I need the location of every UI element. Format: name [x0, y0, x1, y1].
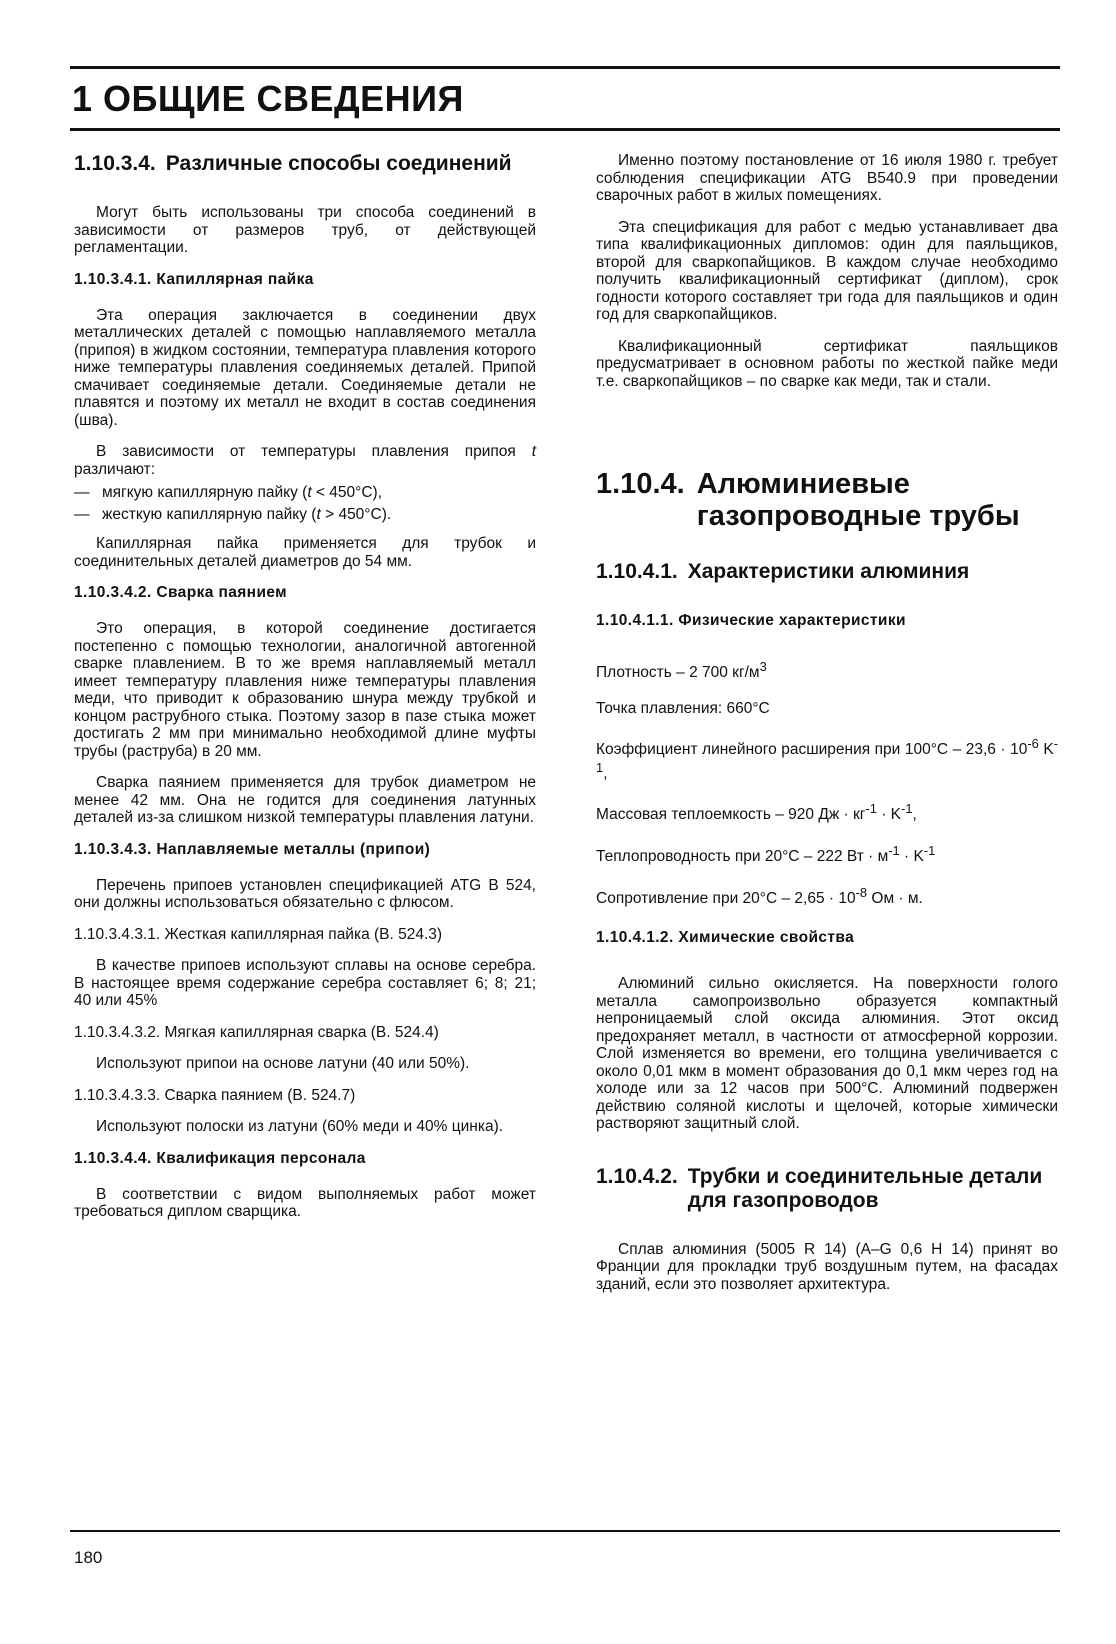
section-title: Различные способы соединений: [165, 152, 512, 175]
section-heading-1-10-4: [596, 468, 1058, 532]
paragraph: Алюминий сильно окисляется. На поверхности голого металла самопроизвольно образуется компактный непроницаемый слой оксида алюминия. Этот оксид предохраняет металл, в частности от атмосферной коррозии. Слой изменяется во времени, его толщина увеличивается с около 0,01 мкм в момент образования до 0,1 мкм через год на холоде или за 12 часов при 500°С. Алюминий подвержен действию соляной кислоты и щелочей, которые химически растворяют защитный слой.: [596, 975, 1058, 1133]
paragraph: Именно поэтому постановление от 16 июля 1980 г. требует соблюдения спецификации ATG B540.9 при проведении сварочных работ в жилых помещениях.: [596, 152, 1058, 204]
header-rule: [70, 128, 1060, 131]
paragraph: 1.10.3.4.3.2. Мягкая капиллярная сварка (B. 524.4): [74, 1023, 439, 1041]
top-rule: [70, 66, 1060, 69]
subsection-heading: 1.10.3.4.1. Капиллярная пайка: [74, 270, 314, 288]
left-column: [74, 152, 536, 1235]
subsection-heading: 1.10.4.1.2. Химические свойства: [596, 929, 855, 947]
section-number: 1.10.4.: [596, 468, 685, 500]
section-number: 1.10.3.4.: [74, 152, 156, 175]
subsection-heading: 1.10.3.4.4. Квалификация персонала: [74, 1149, 366, 1167]
paragraph: Квалификационный сертификат паяльщиков предусматривает в основном работы по жесткой пайке меди т.е. сваркопайщиков – по сварке как меди, так и стали.: [596, 337, 1058, 390]
subsection-heading: 1.10.4.1.1. Физические характеристики: [596, 612, 906, 629]
melting-point-line: Точка плавления: 660°С: [596, 699, 770, 717]
paragraph: В соответствии с видом выполняемых работ может требоваться диплом сварщика.: [74, 1185, 536, 1220]
list-item: — жесткую капиллярную пайку (t > 450°С).: [74, 505, 392, 523]
paragraph: Могут быть использованы три способа соединений в зависимости от размеров труб, от действующей регламентации.: [74, 204, 536, 256]
density-line: Плотность – 2 700 $кг/м^3$: [596, 659, 767, 682]
conductivity-line: Теплопроводность при 20°С – 222 Вт · $м^{-1} \cdot K^{-1}$: [596, 843, 936, 866]
list-item: — мягкую капиллярную пайку (t < 450°С),: [74, 484, 383, 501]
paragraph: Это операция, в которой соединение достигается постепенно с помощью технологии, аналогичной автогенной сварке плавлением. В то же время наплавляемый металл имеет температуру плавления ниже температуры плавления меди, что приводит к образованию шнура между трубкой и концом раструбного стыка. Поэтому зазор в пазе стыка может достигать 2 мм при минимально необходимой длине муфты трубы (раструба) в 20 мм.: [74, 620, 536, 760]
paragraph: В качестве припоев используют сплавы на основе серебра. В настоящее время содержание серебра составляет 6; 8; 21; 40 или 45%: [74, 957, 536, 1009]
section-number: 1.10.4.2.: [596, 1164, 678, 1188]
resistance-line: Сопротивление при $20^\circ С - 2,65 \cdot 10^{-8}$ Ом · м.: [596, 884, 923, 907]
paragraph: 1.10.3.4.3.1. Жесткая капиллярная пайка (B. 524.3): [74, 925, 443, 943]
paragraph: Перечень припоев установлен спецификацией ATG B 524, они должны использоваться обязательно с флюсом.: [74, 876, 536, 911]
right-column: [596, 152, 1058, 1307]
paragraph: Используют полоски из латуни (60% меди и 40% цинка).: [96, 1118, 504, 1135]
paragraph: Эта операция заключается в соединении двух металлических деталей с помощью наплавляемого металла (припоя) в жидком состоянии, температура плавления которого ниже температуры плавления соединяемых деталей. Припой смачивает соединяемые детали. Соединяемые детали не плавятся и поэтому их металл не входит в состав соединения (шва).: [74, 306, 536, 429]
paragraph: Используют припои на основе латуни (40 или 50%).: [96, 1055, 470, 1072]
paragraph: В зависимости от температуры плавления припоя t различают:: [74, 443, 536, 478]
section-title: Трубки и соединительные детали для газопроводов: [687, 1164, 1043, 1212]
running-head: 1 ОБЩИЕ СВЕДЕНИЯ: [72, 78, 464, 119]
footer-rule: [70, 1530, 1060, 1532]
paragraph: 1.10.3.4.3.3. Сварка паянием (B. 524.7): [74, 1086, 356, 1104]
subsection-heading: 1.10.3.4.2. Сварка паянием: [74, 584, 288, 601]
paragraph: Сплав алюминия (5005 R 14) (A–G 0,6 H 14) принят во Франции для прокладки труб воздушным путем, на фасадах зданий, если это позволяет архитектура.: [596, 1240, 1058, 1293]
section-heading-1-10-3-4: [74, 152, 536, 176]
section-heading-1-10-4-1: [596, 560, 1058, 584]
paragraph: Капиллярная пайка применяется для трубок и соединительных деталей диаметров до 54 мм.: [74, 535, 536, 570]
section-title: Алюминиевые газопроводные трубы: [696, 468, 1020, 532]
page-number: 180: [74, 1548, 103, 1567]
paragraph: Эта спецификация для работ с медью устанавливает два типа квалификационных дипломов: один для паяльщиков, второй для сваркопайщиков. В каждом случае необходимо получить квалификационный сертификат (диплом), срок годности которого составляет три года для паяльщиков и один год для сваркопайщиков.: [596, 218, 1058, 323]
paragraph: Сварка паянием применяется для трубок диаметром не менее 42 мм. Она не годится для соединения латунных деталей из-за слишком низкой температуры плавления латуни.: [74, 774, 536, 826]
section-heading-1-10-4-2: [596, 1165, 1058, 1213]
section-title: Характеристики алюминия: [687, 560, 970, 583]
expansion-line: Коэффициент линейного расширения при $100^\circ С - 23,6 \cdot 10^{-6}$ $K^{-1}$,: [596, 736, 1058, 782]
subsection-heading: 1.10.3.4.3. Наплавляемые металлы (припои): [74, 840, 431, 858]
heat-capacity-line: Массовая теплоемкость – 920 Дж · $кг^{-1} \cdot K^{-1}$,: [596, 801, 917, 824]
section-number: 1.10.4.1.: [596, 560, 678, 583]
